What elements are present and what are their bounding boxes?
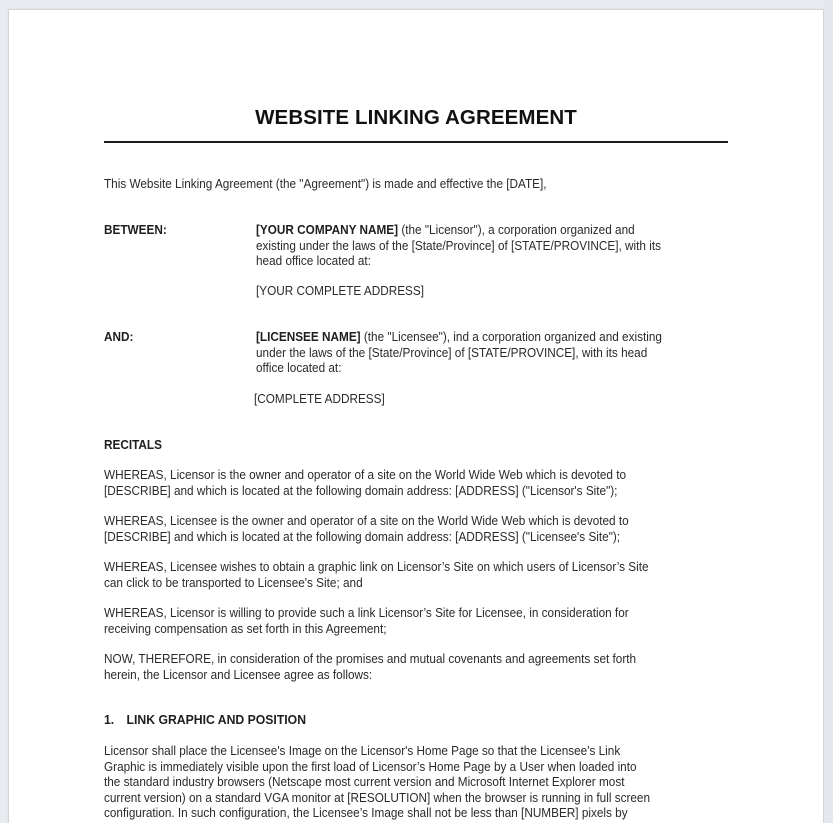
party-licensor (256, 222, 661, 269)
party-licensee (256, 329, 662, 376)
party-line: (the "Licensee"), ind a corporation organized and existing (360, 329, 662, 344)
party-label-between: BETWEEN: (104, 222, 167, 237)
recital-line: [DESCRIBE] and which is located at the following domain address: [ADDRESS] ("Licensor's Site"); (104, 482, 618, 498)
section-heading (104, 712, 306, 727)
recital-line: WHEREAS, Licensor is the owner and operator of a site on the World Wide Web which is devoted to (104, 467, 627, 482)
recital-line: herein, the Licensor and Licensee agree as follows: (104, 666, 373, 682)
section-title: LINK GRAPHIC AND POSITION (126, 712, 307, 727)
recitals-heading: RECITALS (104, 437, 162, 452)
title-divider (104, 141, 728, 143)
recital-line: WHEREAS, Licensee is the owner and operator of a site on the World Wide Web which is devoted to (104, 513, 629, 528)
document-title: WEBSITE LINKING AGREEMENT (255, 106, 577, 129)
section-line: the standard industry browsers (Netscape most current version and Microsoft Internet Explorer most (104, 774, 625, 790)
recital-line: NOW, THEREFORE, in consideration of the promises and mutual covenants and agreements set forth (104, 651, 637, 666)
section-line: Graphic is immediately visible upon the first load of Licensor’s Home Page by a User when loaded into (104, 758, 637, 774)
licensor-name: [YOUR COMPANY NAME] (256, 222, 399, 237)
recital-paragraph (104, 513, 629, 544)
section-line: current version) on a standard VGA monitor at [RESOLUTION] when the browser is running in full screen (104, 789, 651, 805)
recital-paragraph (104, 559, 649, 590)
document-page (8, 9, 824, 823)
intro-paragraph: This Website Linking Agreement (the "Agreement") is made and effective the [DATE], (104, 176, 547, 191)
recital-line: [DESCRIBE] and which is located at the following domain address: [ADDRESS] ("Licensee's Site"); (104, 528, 621, 544)
party-line: office located at: (256, 360, 342, 376)
licensor-address: [YOUR COMPLETE ADDRESS] (256, 283, 425, 298)
recital-line: WHEREAS, Licensee wishes to obtain a graphic link on Licensor’s Site on which users of Licensor’s Site (104, 559, 649, 574)
party-line: (the "Licensor"), a corporation organized and (398, 222, 635, 237)
now-therefore-paragraph (104, 651, 636, 682)
recital-paragraph (104, 605, 629, 636)
recital-paragraph (104, 467, 626, 498)
licensee-address: [COMPLETE ADDRESS] (254, 391, 385, 406)
recital-line: receiving compensation as set forth in this Agreement; (104, 620, 387, 636)
party-line: existing under the laws of the [State/Province] of [STATE/PROVINCE], with its (256, 237, 661, 253)
section-line: Licensor shall place the Licensee's Image on the Licensor's Home Page so that the Licensee's Link (104, 743, 621, 758)
section-body (104, 743, 650, 821)
party-line: under the laws of the [State/Province] of [STATE/PROVINCE], with its head (256, 344, 648, 360)
section-line: configuration. In such configuration, the Licensee’s Image shall not be less than [NUMBER] pixels by (104, 805, 628, 821)
party-line: head office located at: (256, 253, 371, 269)
recital-line: WHEREAS, Licensor is willing to provide such a link Licensor’s Site for Licensee, in consideration for (104, 605, 629, 620)
recital-line: can click to be transported to Licensee's Site; and (104, 574, 363, 590)
party-label-and: AND: (104, 329, 134, 344)
section-number: 1. (104, 712, 115, 727)
viewer-scroll-gutter[interactable] (824, 0, 833, 823)
licensee-name: [LICENSEE NAME] (256, 329, 361, 344)
